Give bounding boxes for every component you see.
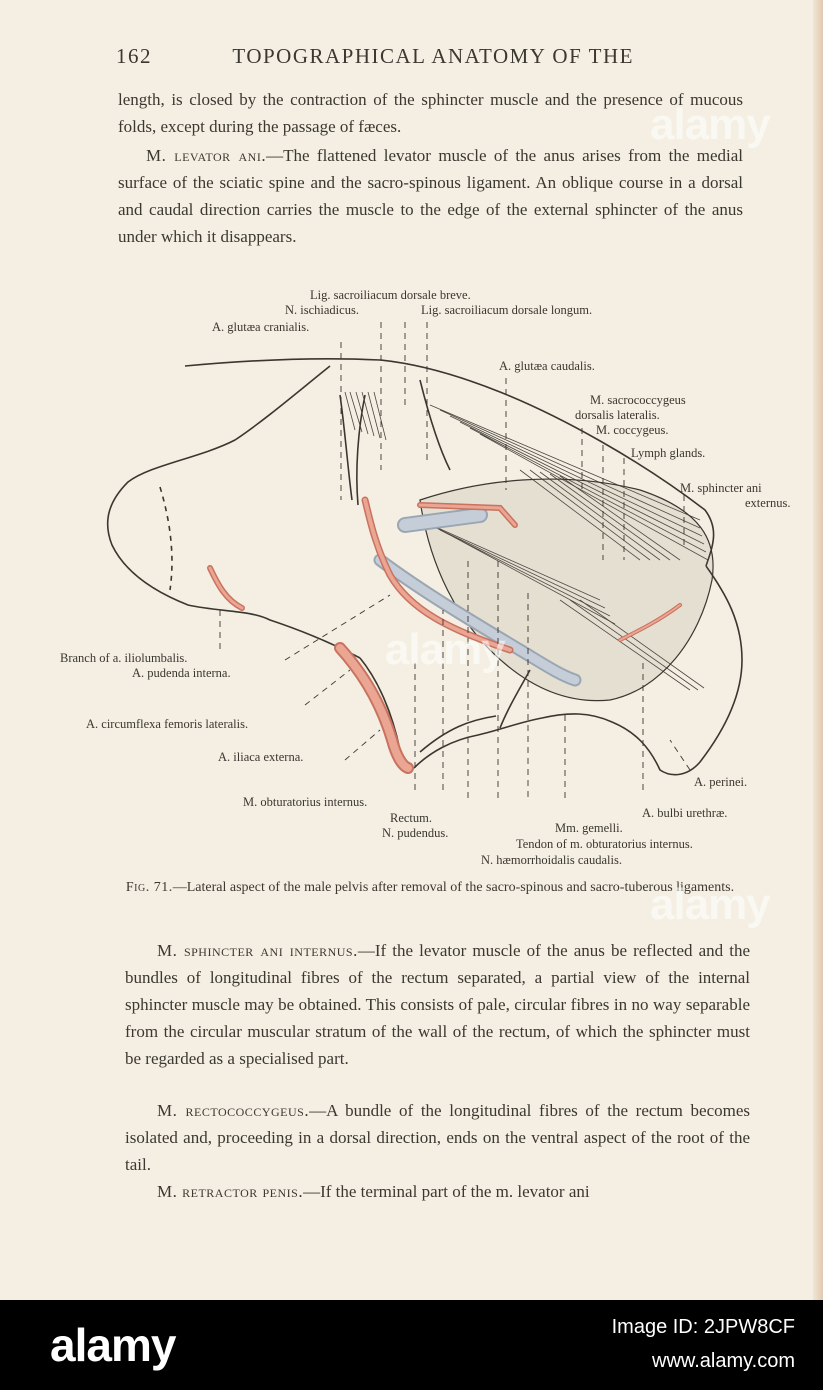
label-m-obturatorius: M. obturatorius internus. (243, 795, 368, 809)
label-lig-longum: Lig. sacroiliacum dorsale longum. (421, 303, 593, 317)
label-a-glutaea-caudalis: A. glutæa caudalis. (499, 359, 595, 373)
label-a-glutaea-cranialis: A. glutæa cranialis. (212, 320, 310, 334)
label-a-pudenda-interna: A. pudenda interna. (132, 666, 231, 680)
label-tendon-obturatorius: Tendon of m. obturatorius internus. (516, 837, 693, 851)
levator-heading: M. levator ani. (146, 146, 267, 165)
retractor-penis-text: —If the terminal part of the m. levator ani (303, 1182, 590, 1201)
sphincter-internus-text: —If the levator muscle of the anus be reflected and the bundles of longitudinal fibres of the rectum separated, a partial view of the internal sphincter muscle may be obtained. This consists of pale, circular fibres in no way separable from the circular muscular stratum of the wall of the rectum, of which the sphincter must be regarded as a specialised part. (125, 941, 750, 1068)
rectococcygeus-text: —A bundle of the longitudinal fibres of the rectum becomes isolated and, proceeding in a dorsal direction, ends on the ventral aspect of the root of the tail. (125, 1101, 750, 1174)
intro-line: length, is closed by the contraction of the sphincter muscle and the presence of mucous folds, except during the passage of fæces. (118, 90, 743, 136)
levator-text: —The flattened levator muscle of the anus arises from the medial surface of the sciatic spine and the sacro-spinous ligament. An oblique course in a dorsal and caudal direction carries the muscle to the edge of the external sphincter of the anus under which it disappears. (118, 146, 744, 246)
sphincter-internus-heading: M. sphincter ani internus. (157, 941, 358, 960)
watermark-brand: alamy (385, 625, 505, 674)
label-m-sacrococcygeus-2: dorsalis lateralis. (575, 408, 660, 422)
label-lig-breve: Lig. sacroiliacum dorsale breve. (310, 288, 471, 302)
label-n-pudendus: N. pudendus. (382, 826, 449, 840)
retractor-penis-paragraph (125, 1178, 750, 1205)
rectococcygeus-heading: M. rectococcygeus. (157, 1101, 310, 1120)
label-a-perinei: A. perinei. (694, 775, 748, 789)
label-n-haemorrhoidalis: N. hæmorrhoidalis caudalis. (481, 853, 622, 867)
caption-figure-number: Fig. 71. (125, 880, 173, 895)
retractor-penis-heading: M. retractor penis. (157, 1182, 304, 1201)
page-number: 162 (116, 44, 152, 68)
label-branch-iliolumbalis: Branch of a. iliolumbalis. (60, 651, 188, 665)
running-header (116, 44, 746, 69)
label-n-ischiadicus: N. ischiadicus. (285, 303, 359, 317)
label-m-sacrococcygeus-1: M. sacrococcygeus (590, 393, 686, 407)
label-m-sphincter-1: M. sphincter ani (680, 481, 762, 495)
rectococcygeus-paragraph (125, 1097, 750, 1178)
label-a-iliaca-externa: A. iliaca externa. (218, 750, 304, 764)
watermark-brand: alamy (650, 880, 770, 929)
levator-paragraph (118, 142, 743, 250)
label-mm-gemelli: Mm. gemelli. (555, 821, 623, 835)
image-id: Image ID: 2JPW8CF (611, 1316, 795, 1338)
label-m-coccygeus: M. coccygeus. (596, 423, 669, 437)
sphincter-internus-paragraph (125, 937, 750, 1072)
label-a-circumflexa: A. circumflexa femoris lateralis. (86, 717, 249, 731)
site-url: www.alamy.com (652, 1350, 795, 1372)
label-rectum: Rectum. (390, 811, 433, 825)
label-lymph-glands: Lymph glands. (631, 446, 706, 460)
figure-caption (120, 878, 740, 898)
running-head-title: TOPOGRAPHICAL ANATOMY OF THE (232, 44, 634, 68)
caption-text: —Lateral aspect of the male pelvis after removal of the sacro-spinous and sacro-tuberous ligaments. (172, 880, 735, 895)
stock-footer-bar (0, 1300, 823, 1390)
label-a-bulbi: A. bulbi urethræ. (642, 806, 728, 820)
label-m-sphincter-2: externus. (745, 496, 791, 510)
alamy-logo: alamy (50, 1319, 176, 1371)
watermark-brand: alamy (650, 100, 770, 149)
